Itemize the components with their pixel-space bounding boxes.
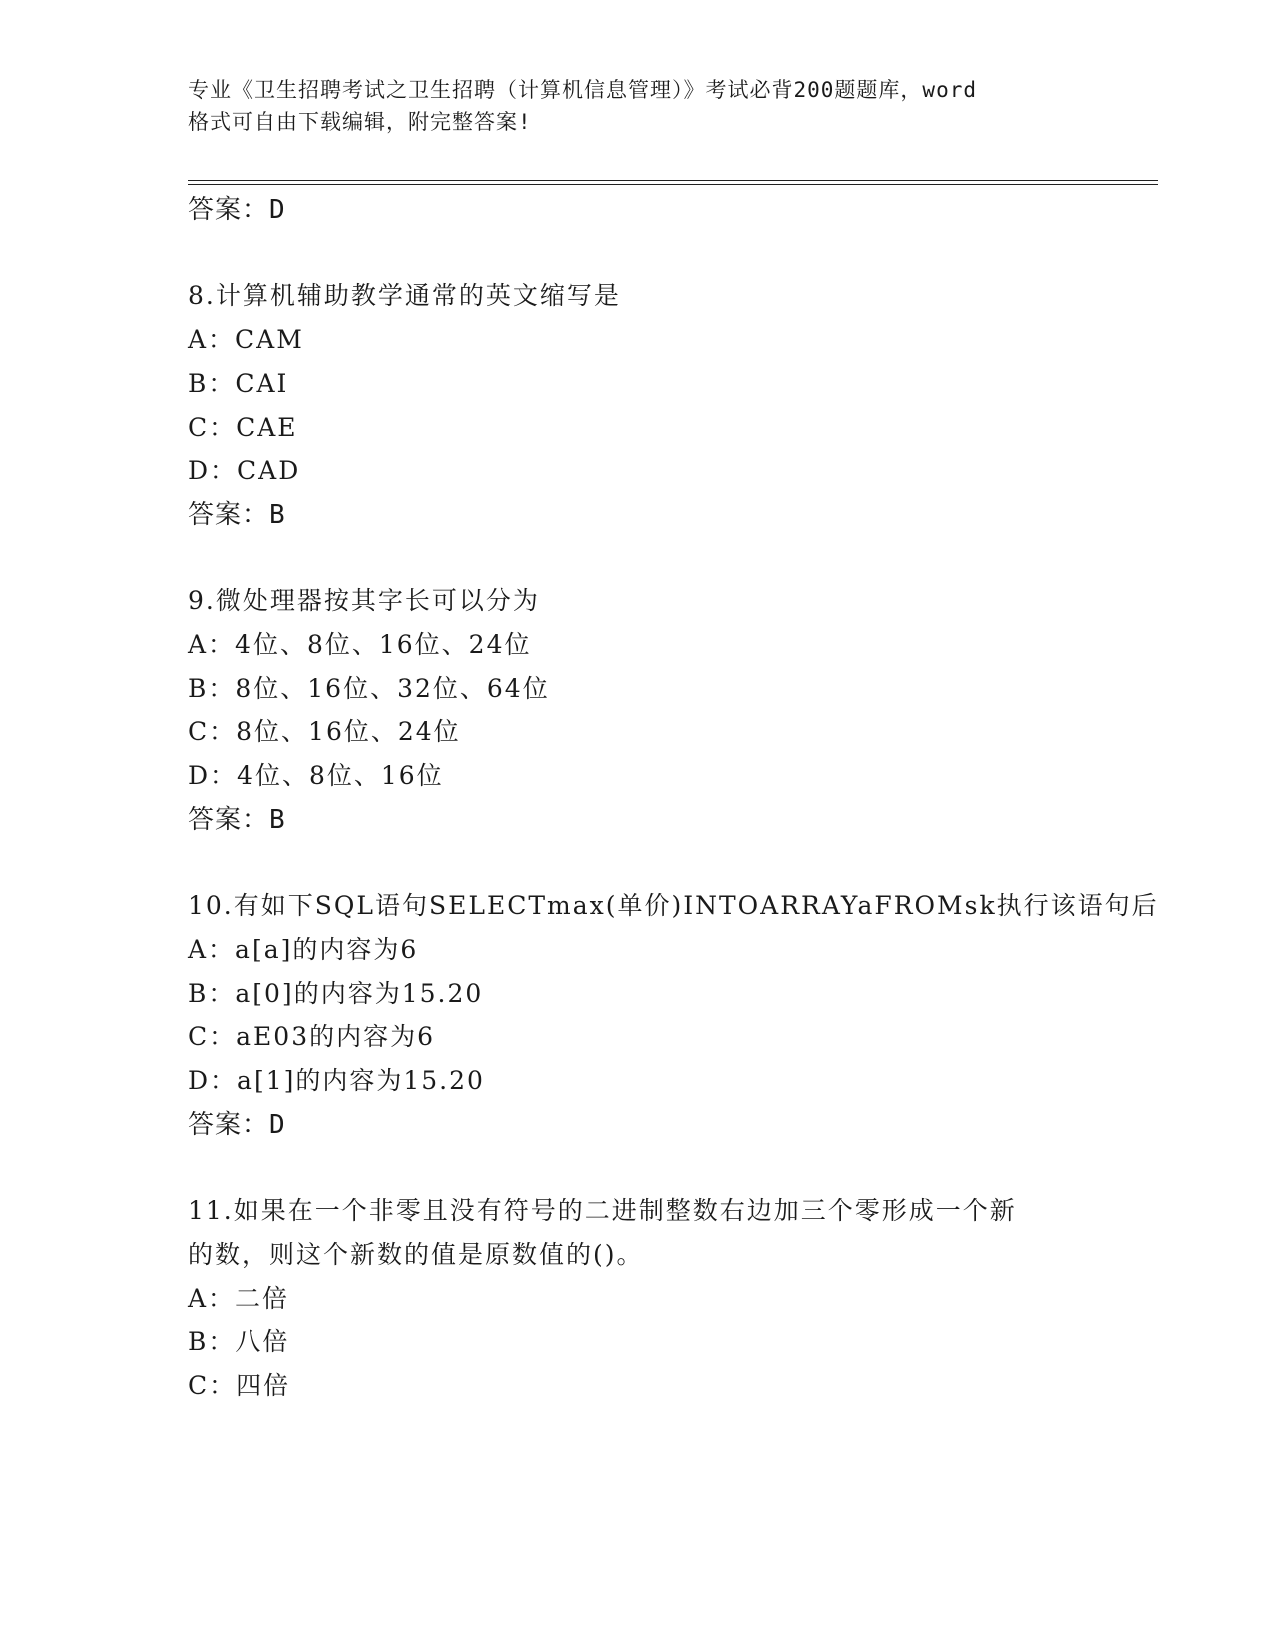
header-divider-top [188,180,1158,181]
question-10-option-b: B：a[0]的内容为15.20 [188,979,484,1008]
question-10-option-c: C：aE03的内容为6 [188,1022,436,1051]
question-9-answer: 答案：B [188,805,286,835]
question-9-option-c: C：8位、16位、24位 [188,717,461,746]
question-8-answer: 答案：B [188,500,286,530]
question-8-text: 8.计算机辅助教学通常的英文缩写是 [188,281,621,310]
question-11-text-line-2: 的数，则这个新数的值是原数值的()。 [188,1240,644,1269]
question-11-text-line-1: 11.如果在一个非零且没有符号的二进制整数右边加三个零形成一个新 [188,1196,1017,1225]
document-header [188,74,1088,138]
question-11-option-b: B：八倍 [188,1327,290,1356]
header-line-1: 专业《卫生招聘考试之卫生招聘（计算机信息管理）》考试必背200题题库，word [188,78,977,102]
question-10-option-a: A：a[a]的内容为6 [188,935,419,964]
question-9-text: 9.微处理器按其字长可以分为 [188,586,540,615]
header-divider-bottom [188,184,1158,185]
question-11-option-c: C：四倍 [188,1371,291,1400]
question-10-answer: 答案：D [188,1110,286,1140]
question-9-option-a: A：4位、8位、16位、24位 [188,630,532,659]
question-8-option-d: D：CAD [188,456,301,485]
question-8-option-a: A：CAM [188,325,304,354]
question-10-option-d: D：a[1]的内容为15.20 [188,1066,485,1095]
header-line-2: 格式可自由下载编辑，附完整答案! [188,110,532,134]
question-10-text: 10.有如下SQL语句SELECTmax(单价)INTOARRAYaFROMsk执行该语句后 [188,891,1159,920]
question-11-option-a: A：二倍 [188,1284,290,1313]
question-9-option-b: B：8位、16位、32位、64位 [188,674,550,703]
question-9-option-d: D：4位、8位、16位 [188,761,444,790]
question-8-option-b: B：CAI [188,369,289,398]
previous-answer: 答案：D [188,195,286,225]
question-8-option-c: C：CAE [188,413,298,442]
